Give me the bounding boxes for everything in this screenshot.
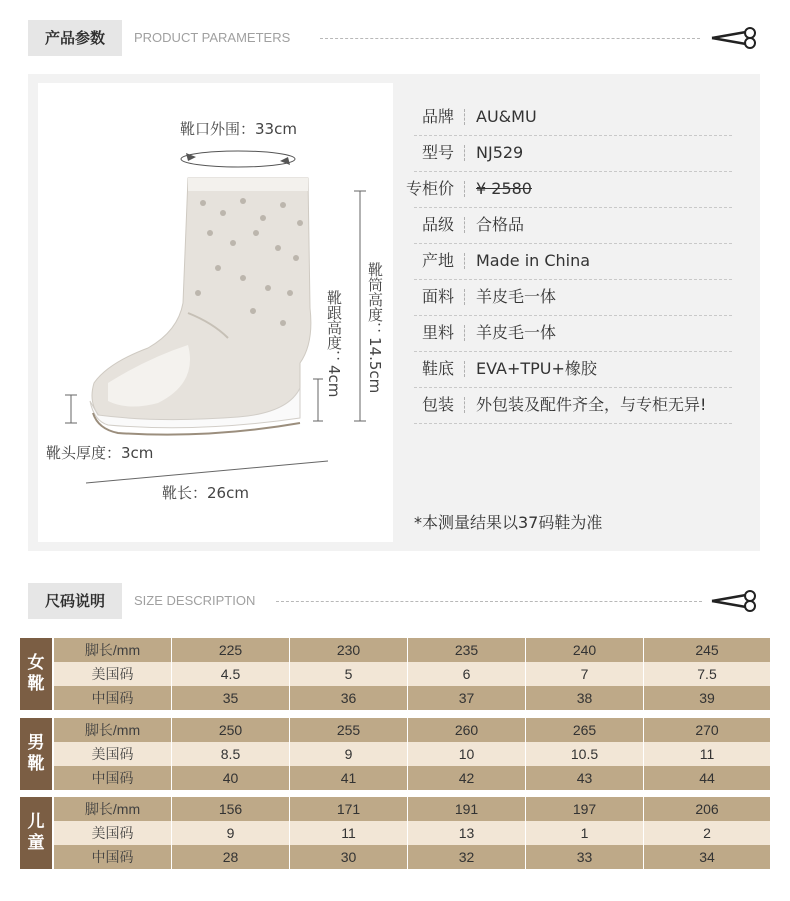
spec-key: 产地 <box>421 251 454 270</box>
spec-row-sole <box>414 351 732 388</box>
size-section-header <box>28 583 768 619</box>
table-cell: 44 <box>699 770 715 786</box>
spec-separator <box>464 289 465 305</box>
table-row <box>54 686 770 710</box>
scissors-icon <box>710 26 760 50</box>
table-cell: 4.5 <box>172 662 290 686</box>
table-cell: 260 <box>408 718 526 742</box>
table-cell: 6 <box>408 662 526 686</box>
table-cell: 171 <box>290 797 408 821</box>
table-row <box>54 638 770 662</box>
row-header-cell: 脚长/mm <box>54 638 172 662</box>
table-cell: 265 <box>526 718 644 742</box>
spec-row-lining <box>414 315 732 352</box>
table-cell: 33 <box>526 845 644 869</box>
spec-key: 包装 <box>421 395 454 414</box>
table-cell: 41 <box>290 766 408 790</box>
row-header-cell: 美国码 <box>54 821 172 845</box>
table-cell: 1 <box>526 821 644 845</box>
size-group <box>20 638 770 710</box>
size-group-label-char: 童 <box>27 833 45 853</box>
spec-value-strikethrough-price: ¥ 2580 <box>476 179 532 198</box>
table-cell: 206 <box>695 801 719 817</box>
spec-separator <box>464 325 465 341</box>
table-cell: 36 <box>290 686 408 710</box>
table-cell: 9 <box>172 821 290 845</box>
row-header-cell: 中国码 <box>54 766 172 790</box>
table-row <box>54 662 770 686</box>
size-group-label-char: 靴 <box>27 754 45 774</box>
spec-value: 羊皮毛一体 <box>476 323 557 342</box>
row-header-cell: 美国码 <box>54 662 172 686</box>
spec-value: 外包装及配件齐全，与专柜无异! <box>476 395 707 414</box>
spec-row-model <box>414 135 732 172</box>
spec-key: 型号 <box>421 143 454 162</box>
table-cell: 235 <box>408 638 526 662</box>
table-cell: 240 <box>526 638 644 662</box>
size-group-label-char: 女 <box>27 653 45 673</box>
table-cell: 10.5 <box>526 742 644 766</box>
spec-key: 面料 <box>421 287 454 306</box>
size-title: 尺码说明 <box>28 583 122 619</box>
params-subtitle: PRODUCT PARAMETERS <box>134 30 291 45</box>
table-row <box>54 766 770 790</box>
row-header-cell: 脚长/mm <box>54 718 172 742</box>
row-header-cell: 中国码 <box>54 845 172 869</box>
spec-key: 专柜价 <box>405 179 454 198</box>
table-cell: 270 <box>695 722 719 738</box>
table-cell: 10 <box>408 742 526 766</box>
table-cell: 30 <box>290 845 408 869</box>
scissors-icon <box>710 589 760 613</box>
heel-height-measure: 靴跟高度：4cm <box>325 290 343 398</box>
spec-row-packaging <box>414 387 732 424</box>
spec-separator <box>464 181 465 197</box>
spec-value: Made in China <box>476 251 591 270</box>
table-cell: 11 <box>699 746 715 762</box>
spec-value: 羊皮毛一体 <box>476 287 557 306</box>
spec-key: 里料 <box>421 323 454 342</box>
spec-row-grade <box>414 207 732 244</box>
spec-value: NJ529 <box>476 143 524 162</box>
row-header-cell: 中国码 <box>54 686 172 710</box>
table-cell: 225 <box>172 638 290 662</box>
spec-separator <box>464 397 465 413</box>
table-cell: 43 <box>526 766 644 790</box>
size-group-label-char: 靴 <box>27 674 45 694</box>
params-title: 产品参数 <box>28 20 122 56</box>
table-row <box>54 718 770 742</box>
boot-length-measure: 靴长：26cm <box>162 484 249 502</box>
size-subtitle: SIZE DESCRIPTION <box>134 593 256 608</box>
table-cell: 250 <box>172 718 290 742</box>
table-cell: 39 <box>699 690 715 706</box>
table-cell: 13 <box>408 821 526 845</box>
row-header-cell: 美国码 <box>54 742 172 766</box>
table-cell: 5 <box>290 662 408 686</box>
size-group-label-char: 儿 <box>27 812 45 832</box>
measurement-note: *本测量结果以37码鞋为准 <box>414 513 603 532</box>
table-cell: 32 <box>408 845 526 869</box>
table-cell: 34 <box>699 849 715 865</box>
table-row <box>54 742 770 766</box>
spec-value: 合格品 <box>476 215 525 234</box>
params-section-header <box>28 20 768 56</box>
header-dashed-line <box>276 601 702 602</box>
table-cell: 40 <box>172 766 290 790</box>
table-cell: 8.5 <box>172 742 290 766</box>
size-group-label-char: 男 <box>27 733 45 753</box>
toe-thickness-measure: 靴头厚度：3cm <box>46 444 154 462</box>
table-cell: 2 <box>703 825 711 841</box>
spec-value: EVA+TPU+橡胶 <box>476 359 597 378</box>
table-cell: 11 <box>290 821 408 845</box>
table-cell: 156 <box>172 797 290 821</box>
table-cell: 245 <box>695 642 719 658</box>
spec-separator <box>464 145 465 161</box>
spec-row-origin <box>414 243 732 280</box>
table-cell: 230 <box>290 638 408 662</box>
spec-separator <box>464 109 465 125</box>
spec-row-price <box>405 171 732 208</box>
size-group-label <box>20 638 52 710</box>
table-cell: 35 <box>172 686 290 710</box>
spec-separator <box>464 217 465 233</box>
table-cell: 38 <box>526 686 644 710</box>
table-cell: 197 <box>526 797 644 821</box>
table-cell: 191 <box>408 797 526 821</box>
size-group-label <box>20 718 52 790</box>
spec-key: 品级 <box>421 215 454 234</box>
spec-separator <box>464 361 465 377</box>
spec-row-brand <box>414 99 732 136</box>
shaft-height-measure: 靴筒高度：14.5cm <box>366 262 384 394</box>
row-header-cell: 脚长/mm <box>54 797 172 821</box>
table-row <box>54 821 770 845</box>
table-cell: 7 <box>526 662 644 686</box>
table-cell: 28 <box>172 845 290 869</box>
size-group-label <box>20 797 52 869</box>
table-row <box>54 797 770 821</box>
spec-key: 品牌 <box>421 107 454 126</box>
size-group <box>20 797 770 869</box>
table-cell: 7.5 <box>697 666 717 682</box>
size-group <box>20 718 770 790</box>
table-cell: 37 <box>408 686 526 710</box>
spec-separator <box>464 253 465 269</box>
opening-measure: 靴口外围：33cm <box>180 120 297 138</box>
spec-value: AU&MU <box>476 107 537 126</box>
table-row <box>54 845 770 869</box>
spec-row-upper <box>414 279 732 316</box>
table-cell: 255 <box>290 718 408 742</box>
table-cell: 9 <box>290 742 408 766</box>
table-cell: 42 <box>408 766 526 790</box>
spec-key: 鞋底 <box>421 359 454 378</box>
header-dashed-line <box>320 38 700 39</box>
